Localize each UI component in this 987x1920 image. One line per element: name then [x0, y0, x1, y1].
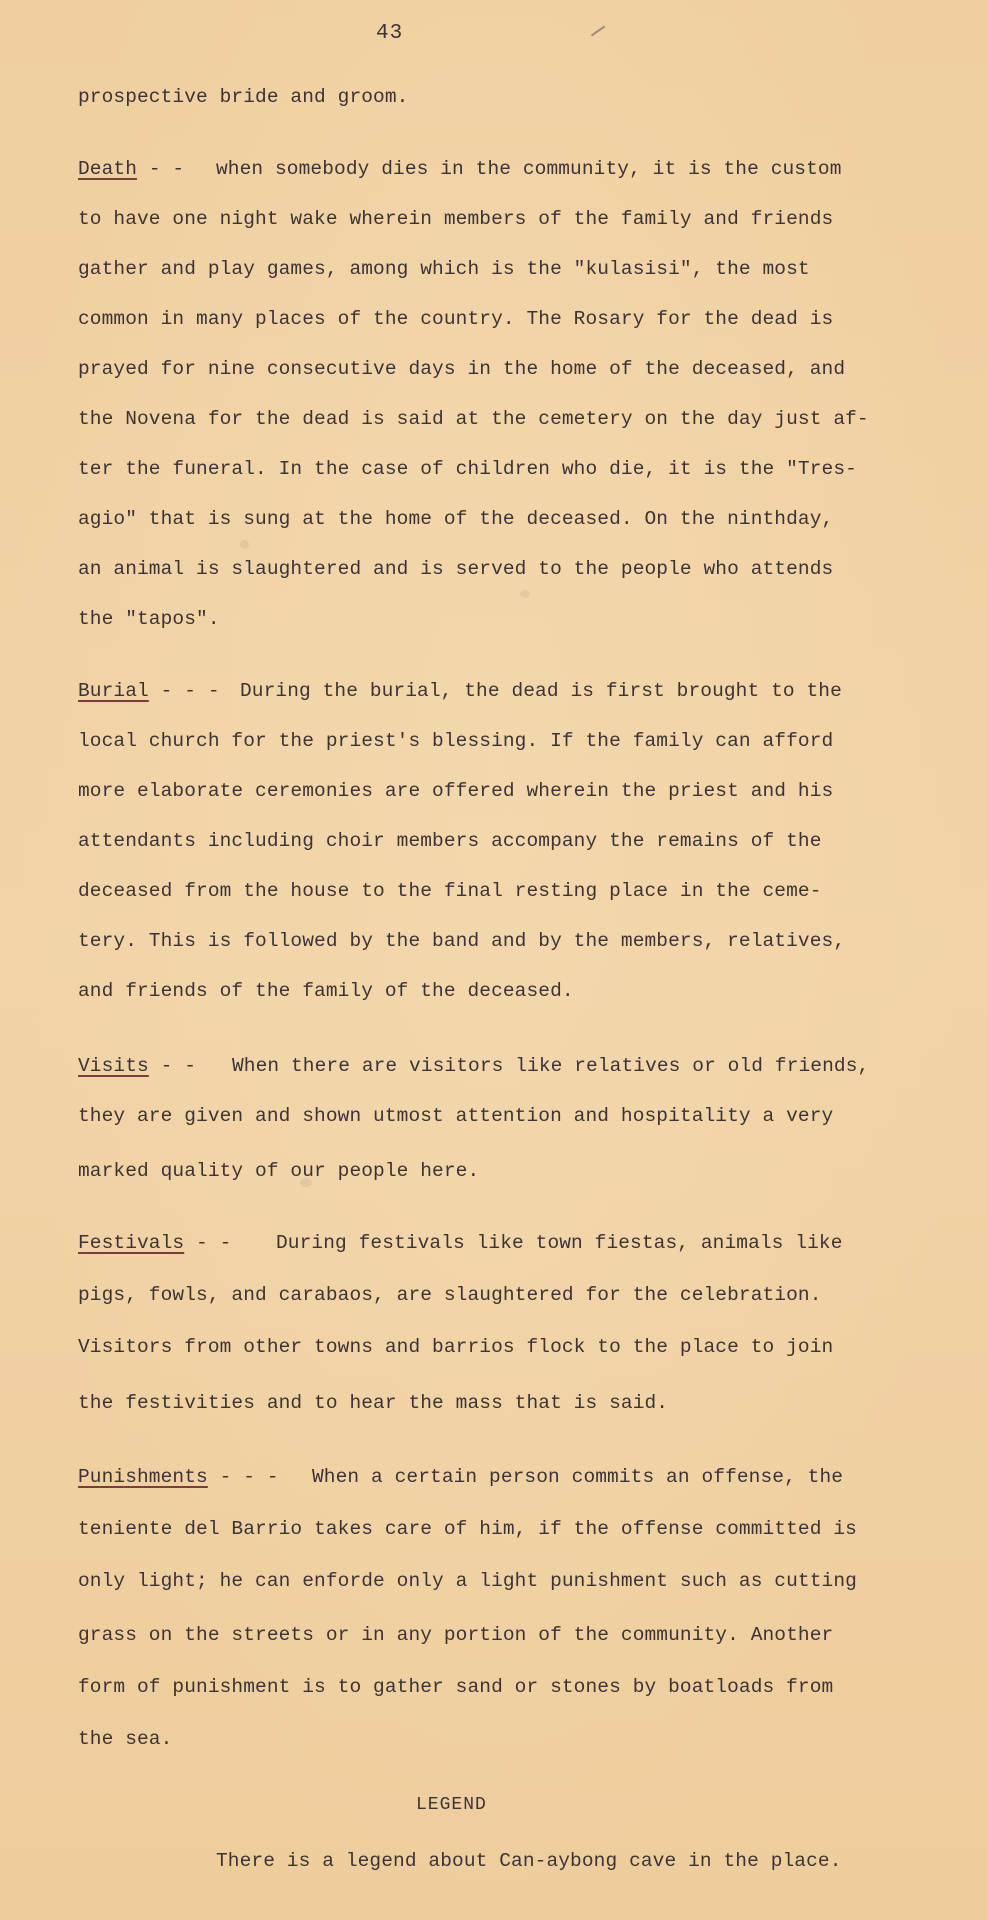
heading-dashes: - - -	[219, 1466, 279, 1488]
text-line: When a certain person commits an offense, the	[312, 1466, 844, 1488]
text-line: pigs, fowls, and carabaos, are slaughtered for the celebration.	[78, 1284, 822, 1306]
text-line: the "tapos".	[78, 608, 220, 630]
text-line	[78, 158, 184, 180]
text-line: There is a legend about Can-aybong cave in the place.	[216, 1850, 842, 1872]
heading-dashes: - -	[196, 1232, 232, 1254]
text-line: agio" that is sung at the home of the deceased. On the ninthday,	[78, 508, 834, 530]
text-line	[78, 1055, 196, 1077]
text-line: form of punishment is to gather sand or stones by boatloads from	[78, 1676, 834, 1698]
text-line: grass on the streets or in any portion of the community. Another	[78, 1624, 834, 1646]
text-line: gather and play games, among which is the "kulasisi", the most	[78, 258, 810, 280]
text-line: attendants including choir members accompany the remains of the	[78, 830, 822, 852]
text-line: Visitors from other towns and barrios flock to the place to join	[78, 1336, 834, 1358]
heading-dashes: - -	[148, 158, 185, 180]
section-heading-death: Death	[78, 158, 138, 180]
text-line: teniente del Barrio takes care of him, if the offense committed is	[78, 1518, 857, 1540]
section-heading-punishments: Punishments	[78, 1466, 208, 1488]
heading-dashes: - -	[160, 1055, 197, 1077]
text-line: only light; he can enforde only a light punishment such as cutting	[78, 1570, 857, 1592]
text-line: marked quality of our people here.	[78, 1160, 480, 1182]
text-line: and friends of the family of the deceased.	[78, 980, 574, 1002]
text-line: an animal is slaughtered and is served to the people who attends	[78, 558, 834, 580]
text-line: the festivities and to hear the mass that is said.	[78, 1392, 669, 1414]
text-line	[78, 680, 220, 702]
text-line: they are given and shown utmost attention and hospitality a very	[78, 1105, 834, 1127]
text-line: During the burial, the dead is first brought to the	[240, 680, 842, 702]
page-number: 43	[376, 22, 404, 45]
section-heading-festivals: Festivals	[78, 1232, 185, 1254]
text-line: prayed for nine consecutive days in the home of the deceased, and	[78, 358, 846, 380]
section-heading-burial: Burial	[78, 680, 149, 702]
text-line: tery. This is followed by the band and by the members, relatives,	[78, 930, 846, 952]
paper-stain	[520, 590, 530, 598]
text-line: the Novena for the dead is said at the cemetery on the day just af-	[78, 408, 869, 430]
text-line: When there are visitors like relatives or old friends,	[232, 1055, 870, 1077]
text-line: local church for the priest's blessing. If the family can afford	[78, 730, 834, 752]
text-line: common in many places of the country. The Rosary for the dead is	[78, 308, 834, 330]
heading-dashes: - - -	[160, 680, 220, 702]
text-line: to have one night wake wherein members of the family and friends	[78, 208, 834, 230]
text-line: when somebody dies in the community, it is the custom	[216, 158, 842, 180]
paper-stain	[240, 540, 249, 549]
text-line: deceased from the house to the final resting place in the ceme-	[78, 880, 822, 902]
text-line	[78, 1466, 279, 1488]
text-line: the sea.	[78, 1728, 173, 1750]
text-line: ter the funeral. In the case of children who die, it is the "Tres-	[78, 458, 857, 480]
text-line: prospective bride and groom.	[78, 86, 409, 108]
section-heading-visits: Visits	[78, 1055, 149, 1077]
text-line: more elaborate ceremonies are offered wherein the priest and his	[78, 780, 834, 802]
text-line	[78, 1232, 231, 1254]
pen-tick-mark	[591, 26, 605, 37]
text-line: During festivals like town fiestas, animals like	[276, 1232, 843, 1254]
legend-title: LEGEND	[416, 1795, 487, 1815]
